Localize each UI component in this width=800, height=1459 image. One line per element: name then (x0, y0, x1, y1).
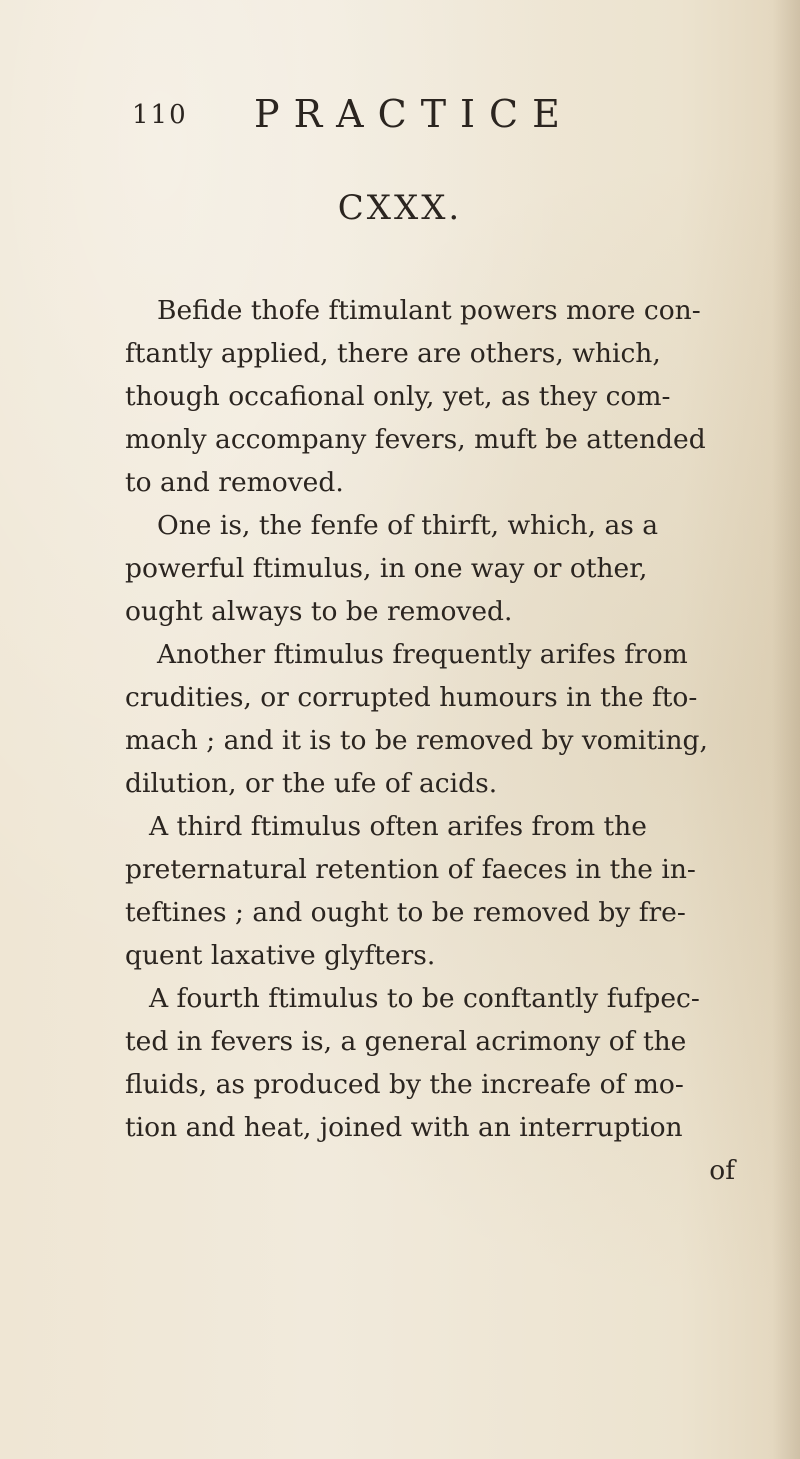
text-line: Befide thofe ftimulant powers more con- (157, 295, 701, 326)
text-line: quent laxative glyfters. (125, 940, 436, 971)
text-line: teftines ; and ought to be removed by fre- (125, 897, 686, 928)
text-line: fluids, as produced by the increafe of mo- (125, 1069, 684, 1100)
text-line: One is, the fenfe of thirft, which, as a (157, 510, 659, 541)
text-line: mach ; and it is to be removed by vomiting, (125, 725, 708, 756)
text-line: crudities, or corrupted humours in the fto- (125, 682, 698, 713)
text-line: to and removed. (125, 467, 344, 498)
page-number: 110 (132, 100, 188, 130)
text-line: ought always to be removed. (125, 596, 513, 627)
text-line: ted in fevers is, a general acrimony of the (125, 1026, 687, 1057)
text-line: preternatural retention of faeces in the in- (125, 854, 696, 885)
text-line: though occafional only, yet, as they com- (125, 381, 671, 412)
catchword: of (709, 1155, 735, 1186)
text-line: ftantly applied, there are others, which, (125, 338, 661, 369)
text-line: tion and heat, joined with an interruption (125, 1112, 683, 1143)
text-line: monly accompany fevers, muft be attended (125, 424, 706, 455)
text-line: Another ftimulus frequently arifes from (157, 639, 688, 670)
page-header (132, 92, 652, 142)
running-head: PRACTICE (254, 92, 574, 136)
text-line: A fourth ftimulus to be conftantly fufpec- (149, 983, 700, 1014)
text-line: A third ftimulus often arifes from the (149, 811, 647, 842)
text-line: dilution, or the ufe of acids. (125, 768, 498, 799)
body-text (125, 289, 735, 1192)
text-line: powerful ftimulus, in one way or other, (125, 553, 648, 584)
section-number: CXXX. (337, 188, 463, 228)
